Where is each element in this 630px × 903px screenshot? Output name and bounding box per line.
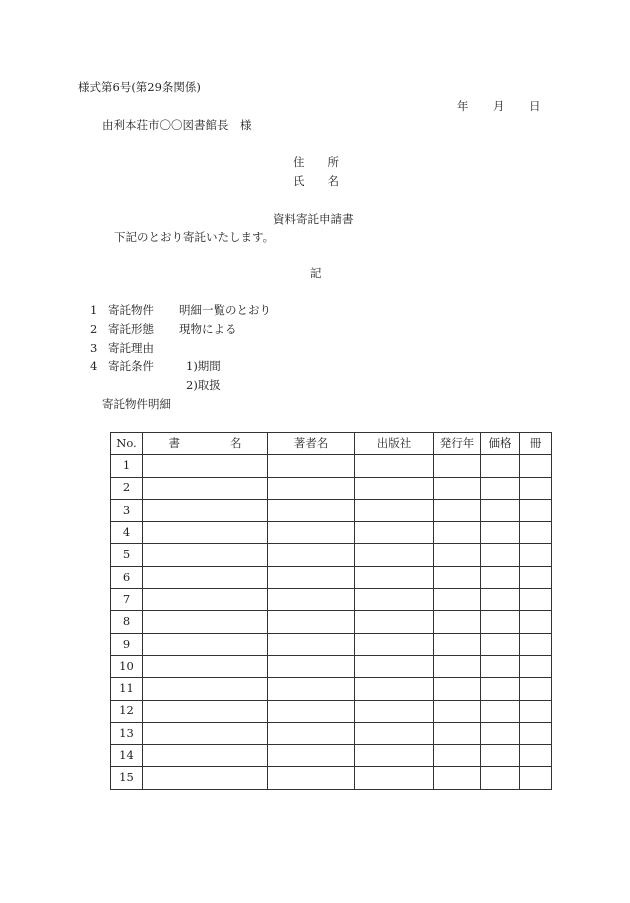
condition-handling: 2)取扱 <box>186 378 221 392</box>
cell-title[interactable] <box>143 566 268 588</box>
table-header-row <box>111 433 552 455</box>
cell-author[interactable] <box>268 499 355 521</box>
cell-price[interactable] <box>481 655 520 677</box>
cell-year[interactable] <box>434 589 481 611</box>
cell-publisher[interactable] <box>355 745 434 767</box>
ki-heading: 記 <box>310 266 322 280</box>
cell-publisher[interactable] <box>355 767 434 789</box>
cell-volumes[interactable] <box>520 544 552 566</box>
item-number: 2 <box>90 322 98 336</box>
row-number: 14 <box>111 745 143 767</box>
header-publisher: 出版社 <box>355 433 434 455</box>
cell-year[interactable] <box>434 455 481 477</box>
cell-volumes[interactable] <box>520 655 552 677</box>
table-row <box>111 722 552 744</box>
table-row <box>111 499 552 521</box>
cell-price[interactable] <box>481 499 520 521</box>
cell-price[interactable] <box>481 678 520 700</box>
cell-year[interactable] <box>434 767 481 789</box>
cell-year[interactable] <box>434 566 481 588</box>
cell-price[interactable] <box>481 700 520 722</box>
cell-price[interactable] <box>481 611 520 633</box>
cell-title[interactable] <box>143 544 268 566</box>
row-number: 3 <box>111 499 143 521</box>
cell-volumes[interactable] <box>520 477 552 499</box>
row-number: 7 <box>111 589 143 611</box>
cell-price[interactable] <box>481 544 520 566</box>
cell-author[interactable] <box>268 455 355 477</box>
cell-price[interactable] <box>481 566 520 588</box>
cell-publisher[interactable] <box>355 477 434 499</box>
cell-title[interactable] <box>143 745 268 767</box>
cell-price[interactable] <box>481 745 520 767</box>
cell-publisher[interactable] <box>355 633 434 655</box>
detail-table <box>110 432 552 790</box>
cell-volumes[interactable] <box>520 455 552 477</box>
cell-title[interactable] <box>143 589 268 611</box>
table-row <box>111 678 552 700</box>
cell-publisher[interactable] <box>355 589 434 611</box>
cell-volumes[interactable] <box>520 722 552 744</box>
cell-publisher[interactable] <box>355 655 434 677</box>
cell-volumes[interactable] <box>520 589 552 611</box>
cell-year[interactable] <box>434 544 481 566</box>
cell-publisher[interactable] <box>355 722 434 744</box>
row-number: 4 <box>111 522 143 544</box>
cell-publisher[interactable] <box>355 678 434 700</box>
cell-volumes[interactable] <box>520 566 552 588</box>
row-number: 8 <box>111 611 143 633</box>
cell-author[interactable] <box>268 722 355 744</box>
item-label: 寄託条件 <box>108 359 154 373</box>
cell-title[interactable] <box>143 633 268 655</box>
header-title-b: 名 <box>230 435 242 450</box>
cell-year[interactable] <box>434 678 481 700</box>
cell-title[interactable] <box>143 477 268 499</box>
item-value: 明細一覧のとおり <box>179 303 271 317</box>
cell-title[interactable] <box>143 722 268 744</box>
cell-year[interactable] <box>434 499 481 521</box>
form-number: 様式第6号(第29条関係) <box>78 80 201 94</box>
cell-year[interactable] <box>434 655 481 677</box>
table-row <box>111 611 552 633</box>
item-value: 現物による <box>179 322 237 336</box>
cell-author[interactable] <box>268 544 355 566</box>
table-row <box>111 745 552 767</box>
cell-year[interactable] <box>434 522 481 544</box>
item-number: 4 <box>90 359 98 373</box>
cell-publisher[interactable] <box>355 700 434 722</box>
date-year-label: 年 <box>457 99 469 113</box>
cell-price[interactable] <box>481 722 520 744</box>
detail-heading: 寄託物件明細 <box>102 397 171 411</box>
cell-volumes[interactable] <box>520 611 552 633</box>
cell-author[interactable] <box>268 678 355 700</box>
row-number: 2 <box>111 477 143 499</box>
cell-author[interactable] <box>268 611 355 633</box>
table-row <box>111 455 552 477</box>
cell-title[interactable] <box>143 455 268 477</box>
cell-author[interactable] <box>268 566 355 588</box>
table-row <box>111 477 552 499</box>
cell-title[interactable] <box>143 700 268 722</box>
cell-price[interactable] <box>481 522 520 544</box>
cell-author[interactable] <box>268 655 355 677</box>
row-number: 10 <box>111 655 143 677</box>
row-number: 6 <box>111 566 143 588</box>
table-row <box>111 589 552 611</box>
table-row <box>111 566 552 588</box>
item-number: 1 <box>90 303 98 317</box>
item-label: 寄託理由 <box>108 341 154 355</box>
date-day-label: 日 <box>529 99 541 113</box>
cell-author[interactable] <box>268 767 355 789</box>
row-number: 1 <box>111 455 143 477</box>
cell-volumes[interactable] <box>520 745 552 767</box>
cell-publisher[interactable] <box>355 499 434 521</box>
row-number: 11 <box>111 678 143 700</box>
cell-price[interactable] <box>481 589 520 611</box>
cell-year[interactable] <box>434 611 481 633</box>
cell-author[interactable] <box>268 589 355 611</box>
cell-volumes[interactable] <box>520 678 552 700</box>
date-month-label: 月 <box>493 99 505 113</box>
cell-price[interactable] <box>481 633 520 655</box>
item-label: 寄託物件 <box>108 303 154 317</box>
cell-volumes[interactable] <box>520 633 552 655</box>
cell-author[interactable] <box>268 700 355 722</box>
header-price: 価格 <box>481 433 520 455</box>
cell-volumes[interactable] <box>520 499 552 521</box>
cell-price[interactable] <box>481 477 520 499</box>
header-title-a: 書 <box>168 435 180 450</box>
cell-publisher[interactable] <box>355 544 434 566</box>
applicant-address-label: 住 所 <box>293 155 339 169</box>
cell-title[interactable] <box>143 767 268 789</box>
table-row <box>111 700 552 722</box>
cell-publisher[interactable] <box>355 522 434 544</box>
cell-publisher[interactable] <box>355 611 434 633</box>
cell-year[interactable] <box>434 700 481 722</box>
cell-publisher[interactable] <box>355 566 434 588</box>
cell-title[interactable] <box>143 678 268 700</box>
cell-title[interactable] <box>143 655 268 677</box>
row-number: 5 <box>111 544 143 566</box>
cell-author[interactable] <box>268 522 355 544</box>
cell-year[interactable] <box>434 477 481 499</box>
addressee: 由利本荘市〇〇図書館長 様 <box>102 118 252 132</box>
row-number: 13 <box>111 722 143 744</box>
cell-volumes[interactable] <box>520 700 552 722</box>
cell-publisher[interactable] <box>355 455 434 477</box>
table-row <box>111 633 552 655</box>
intro-text: 下記のとおり寄託いたします。 <box>114 230 275 244</box>
cell-author[interactable] <box>268 745 355 767</box>
header-volumes: 冊 <box>520 433 552 455</box>
cell-author[interactable] <box>268 477 355 499</box>
table-row <box>111 544 552 566</box>
item-label: 寄託形態 <box>108 322 154 336</box>
row-number: 9 <box>111 633 143 655</box>
table-row <box>111 522 552 544</box>
cell-title[interactable] <box>143 499 268 521</box>
row-number: 12 <box>111 700 143 722</box>
row-number: 15 <box>111 767 143 789</box>
header-year: 発行年 <box>434 433 481 455</box>
cell-price[interactable] <box>481 767 520 789</box>
table-row <box>111 767 552 789</box>
header-title <box>143 433 268 455</box>
cell-author[interactable] <box>268 633 355 655</box>
cell-title[interactable] <box>143 611 268 633</box>
cell-title[interactable] <box>143 522 268 544</box>
cell-volumes[interactable] <box>520 522 552 544</box>
applicant-name-label: 氏 名 <box>293 174 339 188</box>
item-number: 3 <box>90 341 98 355</box>
header-no: No. <box>111 433 143 455</box>
table-row <box>111 655 552 677</box>
cell-volumes[interactable] <box>520 767 552 789</box>
cell-price[interactable] <box>481 455 520 477</box>
cell-year[interactable] <box>434 633 481 655</box>
document-title: 資料寄託申請書 <box>273 212 354 226</box>
cell-year[interactable] <box>434 745 481 767</box>
header-author: 著者名 <box>268 433 355 455</box>
cell-year[interactable] <box>434 722 481 744</box>
item-value: 1)期間 <box>186 359 221 373</box>
